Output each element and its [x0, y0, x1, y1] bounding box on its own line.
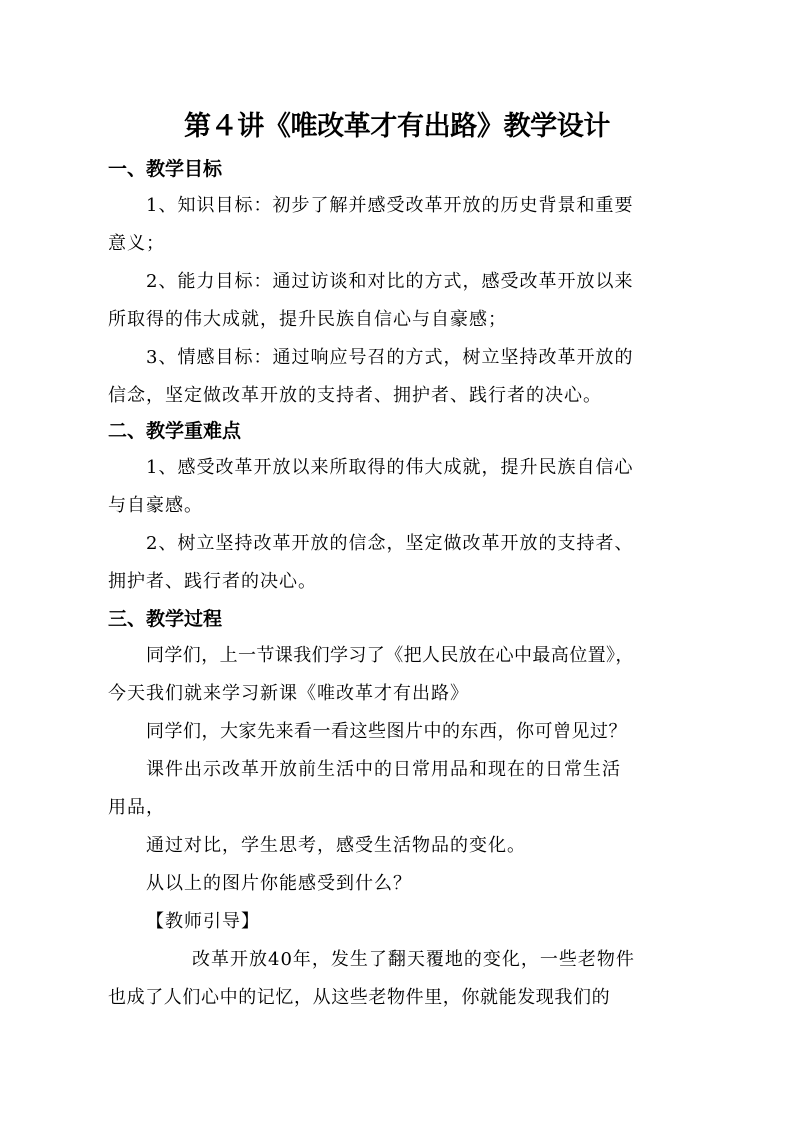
paragraph-line: 同学们，上一节课我们学习了《把人民放在心中最高位置》， [146, 645, 634, 666]
section-heading-objectives: 一、教学目标 [108, 158, 223, 180]
paragraph-line: 今天我们就来学习新课《唯改革才有出路》 [108, 683, 469, 704]
paragraph-line: 1、感受改革开放以来所取得的伟大成就，提升民族自信心 [146, 457, 634, 478]
paragraph-line: 拥护者、践行者的决心。 [108, 571, 317, 592]
paragraph-line: 2、能力目标：通过访谈和对比的方式，感受改革开放以来 [146, 271, 634, 292]
paragraph-line: 意义； [108, 233, 165, 254]
paragraph-line: 信念，坚定做改革开放的支持者、拥护者、践行者的决心。 [108, 385, 602, 406]
paragraph-line: 从以上的图片你能感受到什么？ [146, 873, 412, 894]
paragraph-line: 改革开放40年，发生了翻天覆地的变化，一些老物件 [192, 949, 635, 970]
section-heading-key-points: 二、教学重难点 [108, 420, 242, 442]
document-title: 第４讲《唯改革才有出路》教学设计 [184, 111, 610, 142]
paragraph-line: 课件出示改革开放前生活中的日常用品和现在的日常生活 [146, 759, 621, 780]
paragraph-line: 1、知识目标：初步了解并感受改革开放的历史背景和重要 [146, 195, 634, 216]
paragraph-line: 用品， [108, 797, 165, 818]
paragraph-line: 通过对比，学生思考，感受生活物品的变化。 [146, 835, 526, 856]
paragraph-line: 所取得的伟大成就，提升民族自信心与自豪感； [108, 309, 507, 330]
paragraph-line: 【教师引导】 [146, 911, 260, 932]
paragraph-line: 也成了人们心中的记忆，从这些老物件里，你就能发现我们的 [108, 987, 611, 1008]
paragraph-line: 3、情感目标：通过响应号召的方式，树立坚持改革开放的 [146, 347, 634, 368]
paragraph-line: 2、树立坚持改革开放的信念，坚定做改革开放的支持者、 [146, 533, 634, 554]
section-heading-process: 三、教学过程 [108, 608, 223, 630]
paragraph-line: 与自豪感。 [108, 495, 203, 516]
paragraph-line: 同学们，大家先来看一看这些图片中的东西，你可曾见过？ [146, 721, 627, 742]
